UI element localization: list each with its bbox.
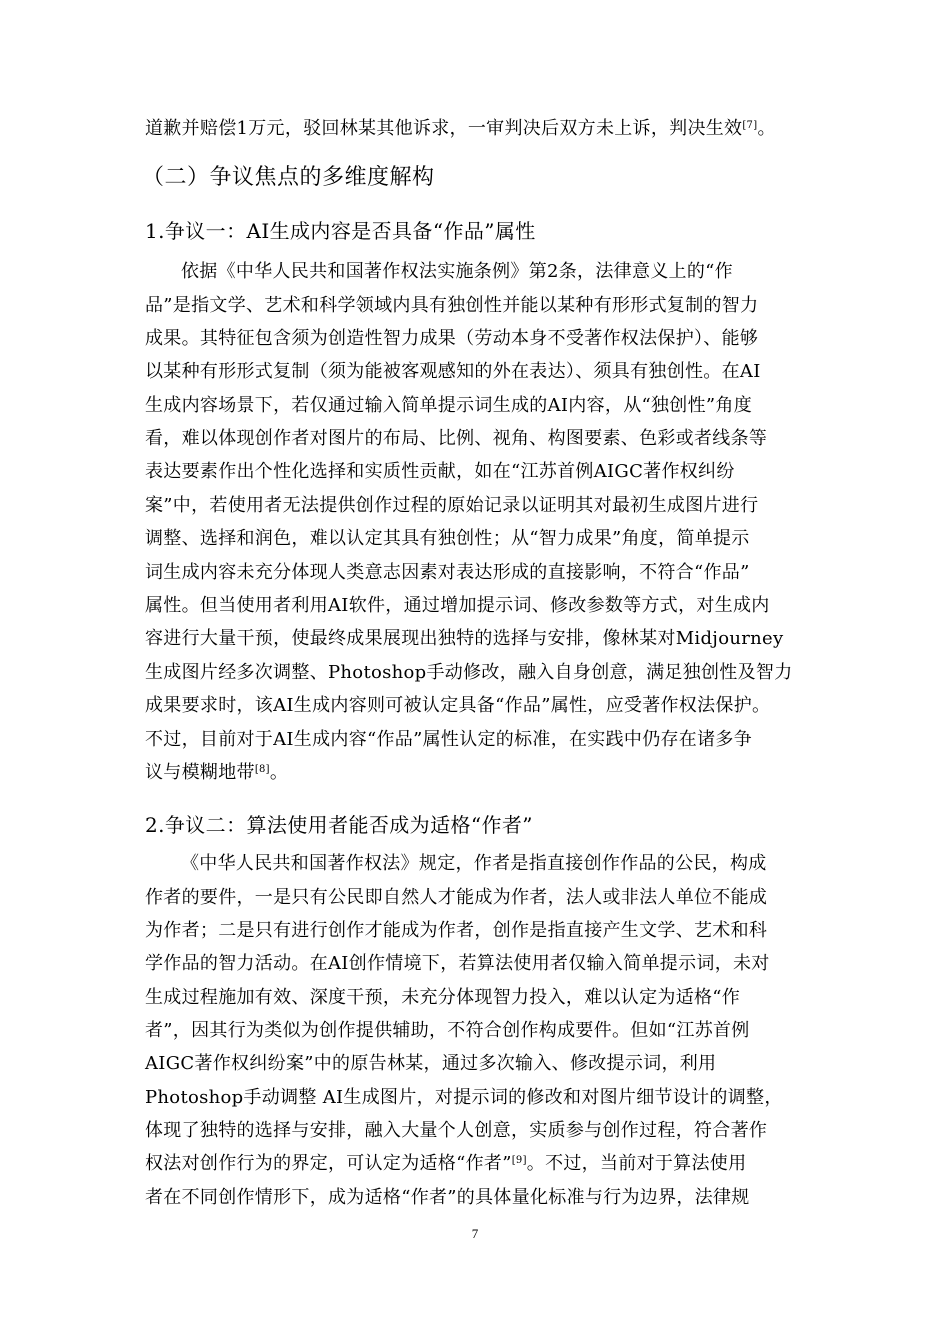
citation-ref[interactable]: [9] <box>511 1155 527 1166</box>
paragraph-line: 依据《中华人民共和国著作权法实施条例》第2条，法律意义上的“作 <box>181 261 733 282</box>
paragraph-line: 生成过程施加有效、深度干预，未充分体现智力投入，难以认定为适格“作 <box>145 987 741 1008</box>
citation-ref[interactable]: [8] <box>254 764 270 775</box>
paragraph-line: 成果要求时，该AI生成内容则可被认定具备“作品”属性，应受著作权法保护。 <box>145 695 771 716</box>
paragraph-line: 作者的要件，一是只有公民即自然人才能成为作者，法人或非法人单位不能成 <box>145 887 768 908</box>
citation-ref[interactable]: [7] <box>742 120 758 131</box>
subsection-heading-1: 1.争议一：AI生成内容是否具备“作品”属性 <box>145 219 536 243</box>
paragraph-line: 案”中，若使用者无法提供创作过程的原始记录以证明其对最初生成图片进行 <box>145 495 759 516</box>
paragraph-line: 不过，目前对于AI生成内容“作品”属性认定的标准，在实践中仍存在诸多争 <box>145 729 753 750</box>
paragraph-line: 表达要素作出个性化选择和实质性贡献，如在“江苏首例AIGC著作权纠纷 <box>145 461 735 482</box>
subsection-heading-2: 2.争议二：算法使用者能否成为适格“作者” <box>145 813 533 837</box>
paragraph-line: AIGC著作权纠纷案”中的原告林某，通过多次输入、修改提示词，利用 <box>145 1053 717 1074</box>
paragraph-line: 生成内容场景下，若仅通过输入简单提示词生成的AI内容，从“独创性”角度 <box>145 395 753 416</box>
paragraph-line: 《中华人民共和国著作权法》规定，作者是指直接创作作品的公民，构成 <box>181 853 767 874</box>
paragraph-line: 调整、选择和润色，难以认定其具有独创性；从“智力成果”角度，简单提示 <box>145 528 750 549</box>
paragraph-line: 议与模糊地带[8]。 <box>145 762 289 783</box>
paragraph-line: 品”是指文学、艺术和科学领域内具有独创性并能以某种有形形式复制的智力 <box>145 295 759 316</box>
paragraph-line: 者在不同创作情形下，成为适格“作者”的具体量化标准与行为边界，法律规 <box>145 1187 750 1208</box>
paragraph-line: 属性。但当使用者利用AI软件，通过增加提示词、修改参数等方式，对生成内 <box>145 595 770 616</box>
paragraph-line: 以某种有形形式复制（须为能被客观感知的外在表达）、须具有独创性。在AI <box>145 361 761 382</box>
page-number: 7 <box>471 1226 479 1241</box>
section-heading: （二）争议焦点的多维度解构 <box>142 165 435 190</box>
paragraph-line: 成果。其特征包含须为创造性智力成果（劳动本身不受著作权法保护）、能够 <box>145 328 759 349</box>
paragraph-line: 生成图片经多次调整、Photoshop手动修改，融入自身创意，满足独创性及智力 <box>145 662 793 683</box>
paragraph-line: Photoshop手动调整 AI生成图片，对提示词的修改和对图片细节设计的调整， <box>145 1087 783 1108</box>
paragraph-line: 学作品的智力活动。在AI创作情境下，若算法使用者仅输入简单提示词，未对 <box>145 953 770 974</box>
paragraph-line: 看，难以体现创作者对图片的布局、比例、视角、构图要素、色彩或者线条等 <box>145 428 768 449</box>
paragraph-line: 者”，因其行为类似为创作提供辅助，不符合创作构成要件。但如“江苏首例 <box>145 1020 750 1041</box>
paragraph-line: 容进行大量干预，使最终成果展现出独特的选择与安排，像林某对Midjourney <box>145 628 784 649</box>
paragraph-line: 体现了独特的选择与安排，融入大量个人创意，实质参与创作过程，符合著作 <box>145 1120 768 1141</box>
paragraph-line: 权法对创作行为的界定，可认定为适格“作者”[9]。不过，当前对于算法使用 <box>145 1153 747 1174</box>
paragraph-line: 为作者；二是只有进行创作才能成为作者，创作是指直接产生文学、艺术和科 <box>145 920 768 941</box>
paragraph-line: 道歉并赔偿1万元，驳回林某其他诉求，一审判决后双方未上诉，判决生效[7]。 <box>145 118 776 139</box>
paragraph-line: 词生成内容未充分体现人类意志因素对表达形成的直接影响，不符合“作品” <box>145 562 750 583</box>
